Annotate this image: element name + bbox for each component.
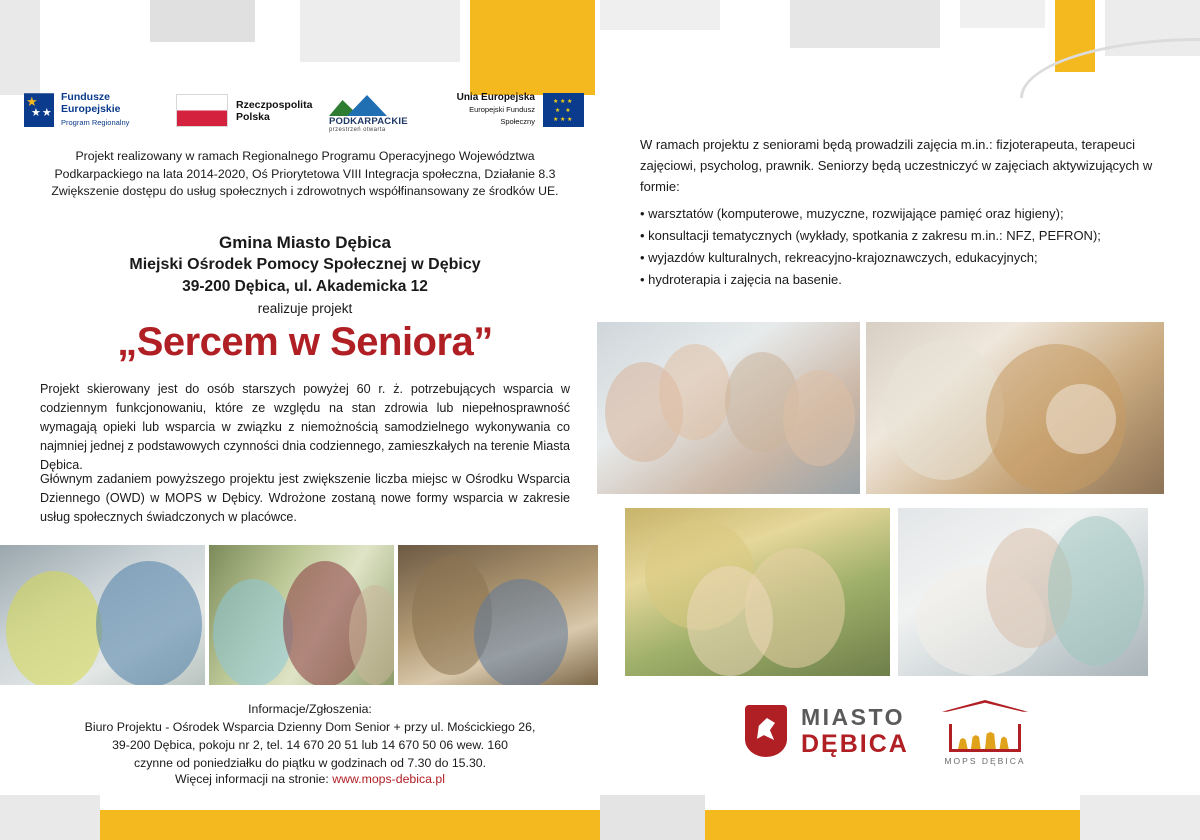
org-realizes-project: realizuje projekt: [257, 301, 353, 316]
activities-block: [640, 134, 1165, 291]
fe-line2: Europejskie: [61, 102, 121, 115]
program-intro-text: Projekt realizowany w ramach Regionalnego Programu Operacyjnego Województwa Podkarpackiego na lata 2014-2020, Oś Priorytetowa VIII Integracja społeczna, Działanie 8.3 Zwiększenie dostępu do usług społecznych i zdrowotnych współfinansowany ze środków UE.: [51, 149, 559, 198]
project-description-paragraph-1: Projekt skierowany jest do osób starszych powyżej 60 r. ż. potrzebujących wsparcia w codziennym funkcjonowaniu, które ze względu na stan zdrowia lub niepełnosprawność wymagają opieki lub wsparcia w związku z niemożnością samodzielnego wykonywania co najmniej jednej z podstawowych czynności dnia codziennego, zamieszkałych na terenie Miasta Dębica.: [40, 382, 570, 472]
eu-flag-icon: [543, 93, 584, 127]
org-municipality: Gmina Miasto Dębica: [219, 233, 391, 252]
activities-bullet-item: • konsultacji tematycznych (wykłady, spotkania z zakresu m.in.: NFZ, PEFRON);: [640, 228, 1101, 243]
ue-sub: Europejski Fundusz Społeczny: [469, 105, 535, 126]
podkarpackie-logo: [329, 92, 408, 133]
organization-block: [40, 232, 570, 320]
city-line-1: MIASTO: [801, 703, 906, 730]
rzeczpospolita-label: [236, 99, 312, 123]
org-institution: Miejski Ośrodek Pomocy Społecznej w Dębicy: [129, 256, 481, 273]
project-title: „Sercem w Seniora”: [117, 320, 493, 364]
stars-icon: [24, 93, 54, 127]
band-block-grey: [300, 0, 460, 62]
ue-line1: Unia Europejska: [456, 92, 535, 103]
city-name-label: [801, 703, 909, 758]
mops-caption: MOPS DĘBICA: [944, 756, 1026, 766]
rzeczpospolita-polska-logo: [176, 94, 312, 127]
house-with-family-icon: [942, 700, 1028, 752]
activities-bullet-list: [640, 203, 1165, 290]
fundusze-europejskie-label: [61, 92, 129, 129]
photo-seniors-exercising-with-dumbbells: [0, 545, 205, 685]
contact-heading: Informacje/Zgłoszenia:: [248, 702, 372, 716]
photo-senior-couple-in-autumn-park: [625, 508, 890, 676]
bottom-decorative-band: [0, 795, 1200, 840]
mountains-icon: [329, 92, 387, 116]
fe-line1: Fundusze: [61, 91, 110, 103]
more-info-prefix: Więcej informacji na stronie:: [175, 772, 333, 786]
band-block-yellow: [470, 0, 595, 95]
eu-funding-logo-row: [24, 92, 584, 140]
podkarpackie-name: PODKARPACKIE: [329, 116, 408, 127]
project-description-paragraph-2: Głównym zadaniem powyższego projektu jest zwiększenie liczba miejsc w Ośrodku Wsparcia Dziennego (OWD) w MOPS w Dębicy. Wdrożone zostaną nowe formy wsparcia w zakresie usług społecznych świadczonych w placówce.: [40, 472, 570, 524]
contact-line-1: Biuro Projektu - Ośrodek Wsparcia Dzienny Dom Senior + przy ul. Mościckiego 26,: [84, 720, 536, 734]
rp-line1: Rzeczpospolita: [236, 98, 313, 111]
fundusze-europejskie-logo: [24, 92, 129, 129]
activities-bullet-item: • hydroterapia i zajęcia na basenie.: [640, 272, 842, 287]
website-link[interactable]: www.mops-debica.pl: [332, 772, 445, 786]
photo-seniors-walking-outdoors: [209, 545, 394, 685]
photo-senior-woman-playing-chess: [398, 545, 598, 685]
coat-of-arms-icon: [745, 705, 787, 757]
activities-bullet-item: • wyjazdów kulturalnych, rekreacyjno-krajoznawczych, edukacyjnych;: [640, 250, 1038, 265]
podkarpackie-sub: przestrzeń otwarta: [329, 127, 386, 133]
band-block-grey: [1080, 795, 1200, 840]
photo-caregiver-with-woman-in-wheelchair: [898, 508, 1148, 676]
band-block-grey: [0, 795, 100, 840]
unia-europejska-logo: [454, 92, 584, 128]
fe-sub: Program Regionalny: [61, 118, 130, 127]
mops-debica-logo: [935, 700, 1035, 766]
band-block-grey: [960, 0, 1045, 28]
miasto-debica-logo: [745, 705, 909, 757]
unia-label: [454, 92, 535, 128]
more-info-line: [40, 772, 580, 786]
band-block-grey: [0, 0, 40, 95]
contact-line-2: 39-200 Dębica, pokoju nr 2, tel. 14 670 20 51 lub 14 670 50 06 wew. 160: [112, 738, 508, 752]
band-curve-decoration: [1020, 38, 1200, 98]
band-block-grey: [600, 0, 720, 30]
band-block-grey: [600, 795, 705, 840]
activities-bullet-item: • warsztatów (komputerowe, muzyczne, rozwijające pamięć oraz higieny);: [640, 206, 1064, 221]
contact-line-3: czynne od poniedziałku do piątku w godzinach od 7.30 do 15.30.: [133, 756, 487, 770]
city-line-2: DĘBICA: [801, 729, 909, 758]
org-address: 39-200 Dębica, ul. Akademicka 12: [182, 278, 428, 295]
band-block-yellow: [705, 810, 1080, 840]
band-block-grey: [150, 0, 255, 42]
contact-block: [40, 700, 580, 772]
photo-senior-woman-hugging-dog: [866, 322, 1164, 494]
top-decorative-band: [0, 0, 1200, 95]
band-block-grey: [790, 0, 940, 48]
rp-line2: Polska: [236, 110, 270, 123]
activities-lead-text: W ramach projektu z seniorami będą prowadzili zajęcia m.in.: fizjoterapeuta, terapeuci zajęciowi, psycholog, prawnik. Seniorzy będą uczestniczyć w zajęciach aktywizujących w formie:: [640, 137, 1153, 194]
band-block-yellow: [100, 810, 600, 840]
photo-group-of-seniors-thumbs-up: [597, 322, 860, 494]
poland-flag-icon: [176, 94, 228, 127]
